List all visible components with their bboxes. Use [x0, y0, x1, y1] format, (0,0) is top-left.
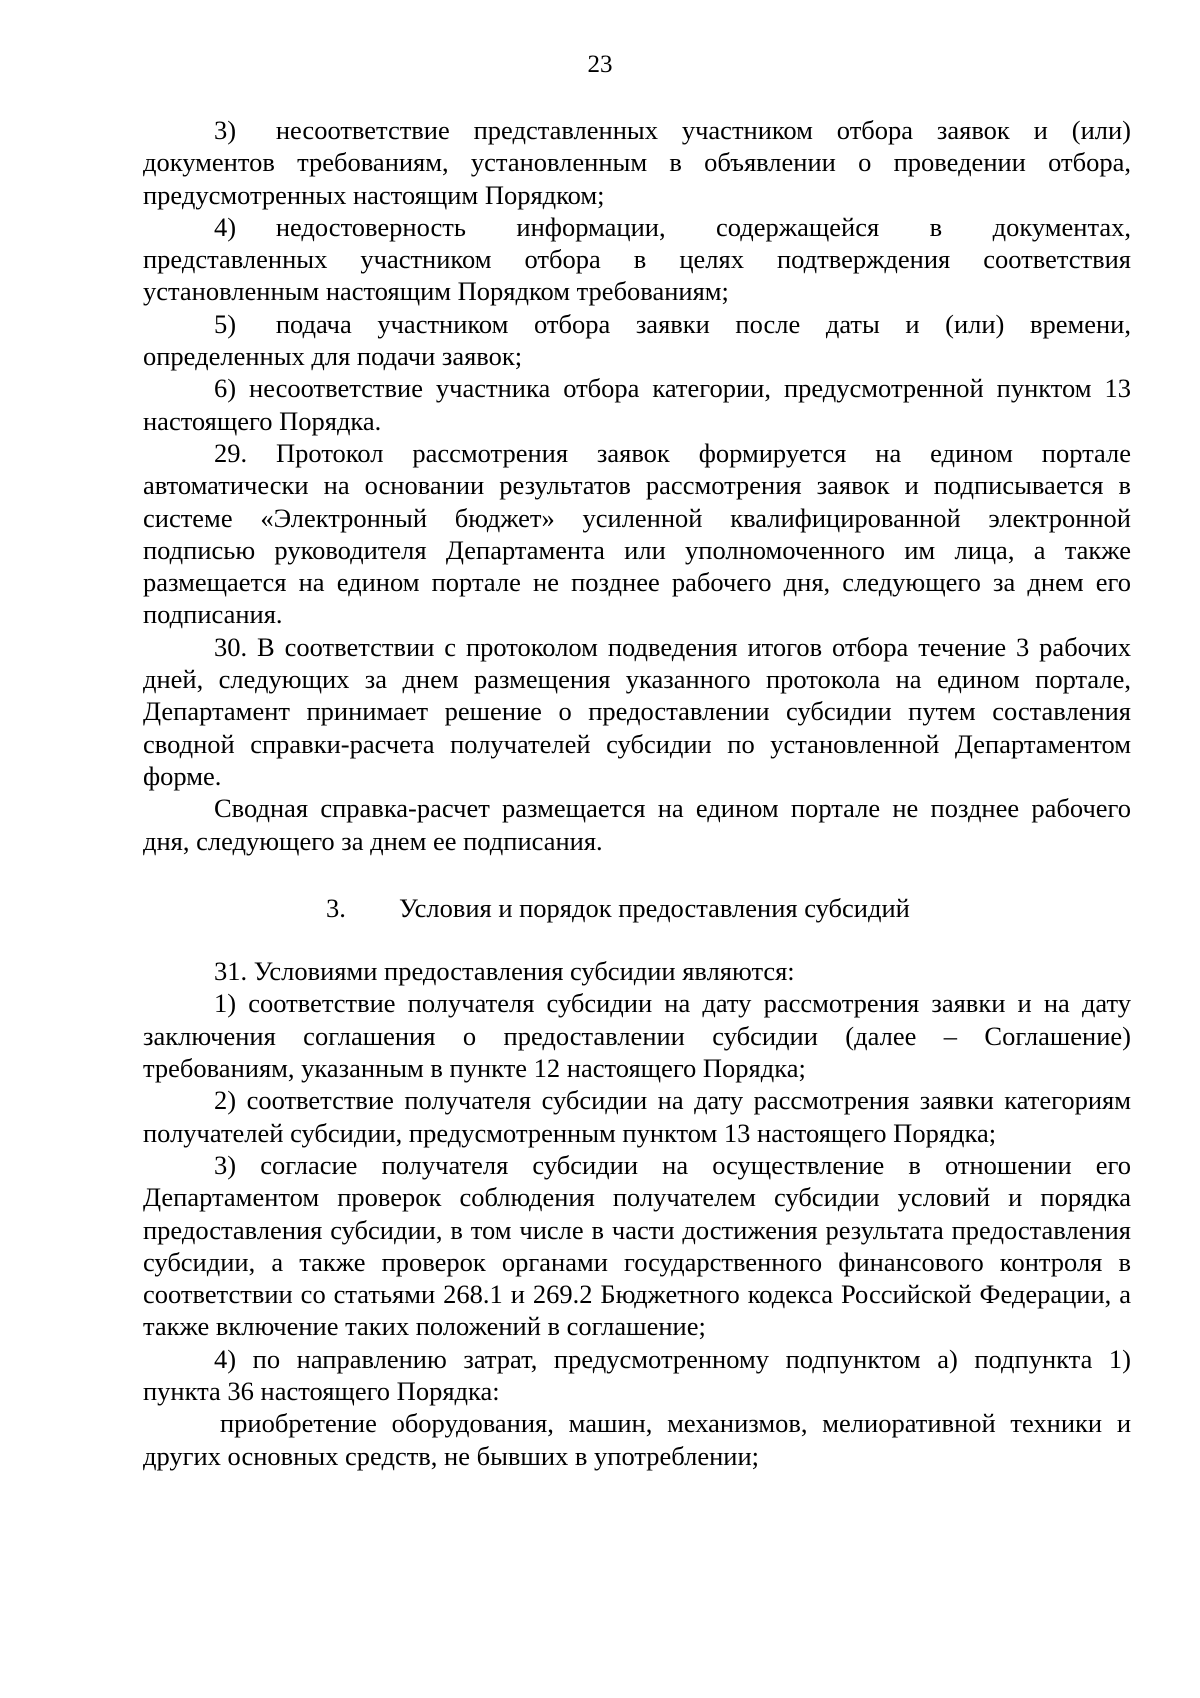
paragraph-clause-29: 29. Протокол рассмотрения заявок формируется на едином портале автоматически на основании результатов рассмотрения заявок и подписывается в системе «Электронный бюджет» усиленной квалифицированной электронной подписью руководителя Департамента или уполномоченного им лица, а также размещается на едином портале не позднее рабочего дня, следующего за днем его подписания.	[143, 437, 1131, 630]
paragraph-condition-4: 4) по направлению затрат, предусмотренному подпунктом а) подпункта 1) пункта 36 настоящего Порядка:	[143, 1343, 1131, 1406]
page-number: 23	[587, 51, 613, 78]
paragraph-item-5: 5) подача участником отбора заявки после даты и (или) времени, определенных для подачи заявок;	[143, 308, 1131, 372]
section-heading	[143, 892, 1131, 924]
paragraph-clause-31: 31. Условиями предоставления субсидии являются:	[214, 956, 795, 987]
paragraph-item-3: 3) несоответствие представленных участником отбора заявок и (или) документов требованиям, установленным в объявлении о проведении отбора, предусмотренных настоящим Порядком;	[143, 115, 1131, 210]
paragraph-item-4: 4) недостоверность информации, содержащейся в документах, представленных участником отбора в целях подтверждения соответствия установленным настоящим Порядком требованиям;	[143, 211, 1131, 307]
document-body	[143, 114, 1131, 1472]
paragraph-condition-3: 3) согласие получателя субсидии на осуществление в отношении его Департаментом проверок соблюдения получателем субсидии условий и порядка предоставления субсидии, в том числе в части достижения результата предоставления субсидии, а также проверок органами государственного финансового контроля в соответствии со статьями 268.1 и 269.2 Бюджетного кодекса Российской Федерации, а также включение таких положений в соглашение;	[143, 1149, 1131, 1342]
section-number: 3.	[326, 892, 346, 923]
paragraph-clause-30: 30. В соответствии с протоколом подведения итогов отбора течение 3 рабочих дней, следующих за днем размещения указанного протокола на едином портале, Департамент принимает решение о предоставлении субсидии путем составления сводной справки-расчета получателей субсидии по установленной Департаментом форме.	[143, 631, 1131, 791]
section-title: Условия и порядок предоставления субсидий	[399, 892, 910, 923]
paragraph-equipment-purchase: приобретение оборудования, машин, механизмов, мелиоративной техники и других основных средств, не бывших в употреблении;	[143, 1408, 1131, 1471]
paragraph-condition-2: 2) соответствие получателя субсидии на дату рассмотрения заявки категориям получателей субсидии, предусмотренным пунктом 13 настоящего Порядка;	[143, 1085, 1131, 1148]
paragraph-item-6: 6) несоответствие участника отбора категории, предусмотренной пунктом 13 настоящего Порядка.	[143, 373, 1131, 436]
paragraph-condition-1: 1) соответствие получателя субсидии на дату рассмотрения заявки и на дату заключения соглашения о предоставлении субсидии (далее – Соглашение) требованиям, указанным в пункте 12 настоящего Порядка;	[143, 988, 1131, 1084]
paragraph-summary-note: Сводная справка-расчет размещается на едином портале не позднее рабочего дня, следующего за днем ее подписания.	[143, 793, 1131, 856]
